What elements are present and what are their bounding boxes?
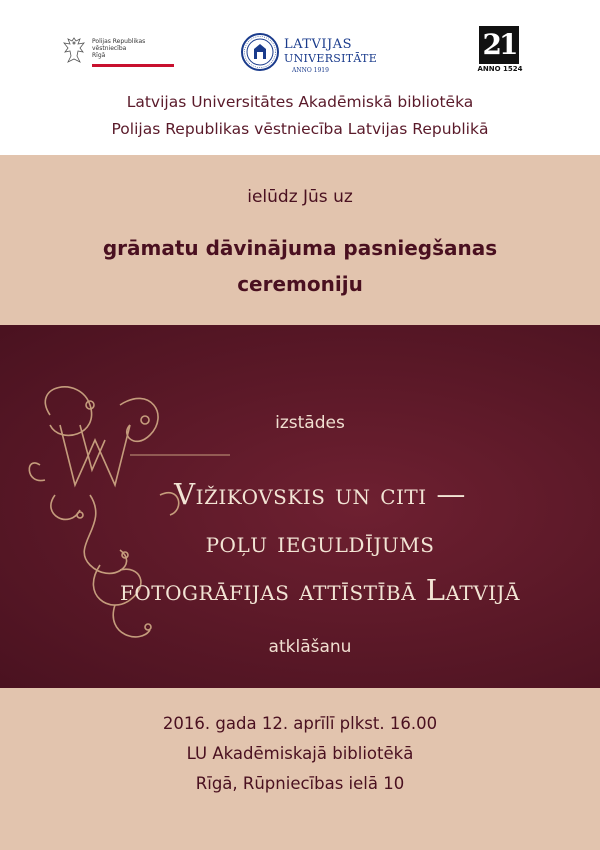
organizer-1: Latvijas Universitātes Akadēmiskā bibliotēka bbox=[126, 93, 474, 111]
embassy-line-1: Polijas Republikas bbox=[92, 38, 146, 45]
university-name-line1: LATVIJAS bbox=[284, 37, 353, 52]
event-venue: LU Akadēmiskajā bibliotēkā bbox=[186, 744, 414, 763]
university-name-line2: UNIVERSITĀTE bbox=[284, 52, 378, 65]
white-eagle-icon bbox=[62, 36, 86, 66]
invitation-intro: ielūdz Jūs uz bbox=[247, 187, 353, 207]
exhibition-lead: izstādes bbox=[275, 413, 345, 433]
event-details-band bbox=[0, 688, 600, 850]
university-anno: ANNO 1919 bbox=[292, 67, 329, 74]
exhibition-band bbox=[0, 325, 600, 688]
exhibition-title-line-3: fotogrāfijas attīstībā Latvijā bbox=[120, 573, 520, 607]
university-seal-icon bbox=[240, 32, 280, 72]
organizer-2: Polijas Republikas vēstniecība Latvijas Republikā bbox=[111, 120, 489, 138]
polish-embassy-logo bbox=[62, 36, 174, 72]
flag-bar bbox=[92, 64, 174, 67]
ceremony-line-2: ceremoniju bbox=[237, 272, 363, 296]
event-datetime: 2016. gada 12. aprīlī plkst. 16.00 bbox=[162, 714, 438, 733]
event-address: Rīgā, Rūpniecības ielā 10 bbox=[195, 774, 405, 793]
library-logo bbox=[477, 26, 523, 74]
header-area bbox=[0, 0, 600, 155]
university-logo bbox=[240, 32, 390, 78]
decorative-initial-w-icon bbox=[20, 365, 230, 675]
library-mark: 21 bbox=[479, 26, 519, 64]
exhibition-title-line-2: poļu ieguldījums bbox=[205, 525, 435, 559]
polish-embassy-text bbox=[92, 38, 172, 59]
ceremony-line-1: grāmatu dāvinājuma pasniegšanas bbox=[102, 236, 498, 260]
exhibition-title-line-1: Vižikovskis un citi — bbox=[174, 477, 466, 511]
library-anno: ANNO 1524 bbox=[477, 65, 523, 73]
embassy-line-2: vēstniecība bbox=[92, 45, 127, 52]
embassy-line-3: Rīgā bbox=[92, 52, 106, 59]
exhibition-trail: atklāšanu bbox=[268, 637, 352, 657]
